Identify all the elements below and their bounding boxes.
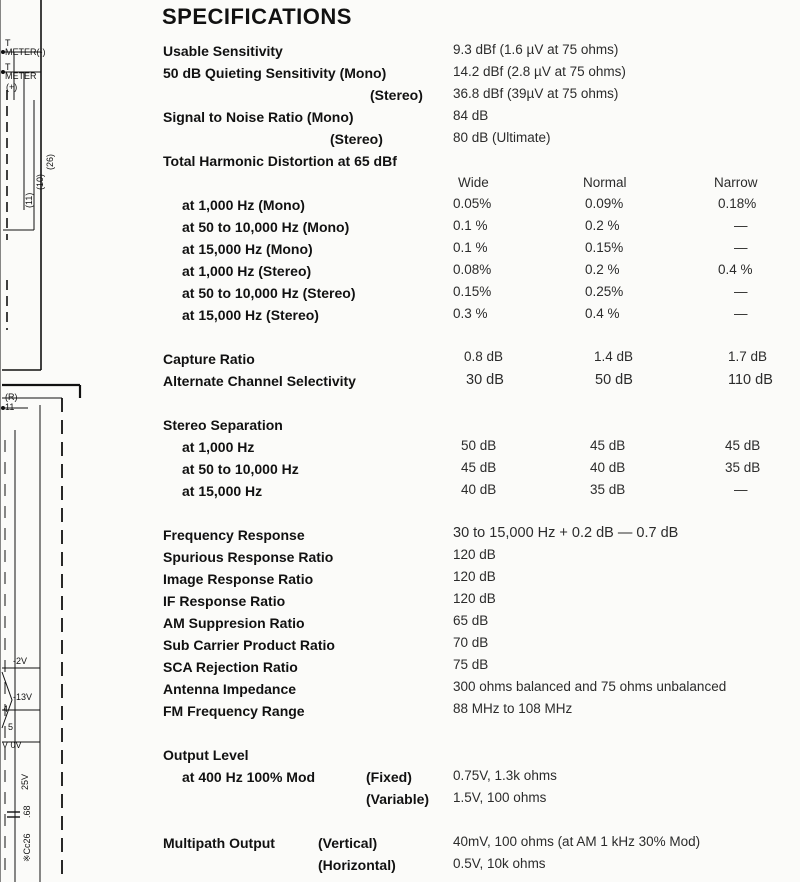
misc-label: SCA Rejection Ratio <box>163 659 298 675</box>
thd-row-wide: 0.05% <box>453 196 492 211</box>
snr-stereo-label: (Stereo) <box>330 131 383 147</box>
separation-row-narrow: 35 dB <box>725 460 761 475</box>
thd-row-narrow: — <box>734 240 748 255</box>
separation-row-wide: 40 dB <box>461 482 497 497</box>
separation-row-normal: 40 dB <box>590 460 626 475</box>
misc-label: Image Response Ratio <box>163 571 314 587</box>
thd-row-narrow: 0.18% <box>718 196 757 211</box>
schematic-plus: (+) <box>6 82 18 92</box>
schematic-t2: T <box>5 62 11 72</box>
multipath-horizontal-value: 0.5V, 10k ohms <box>453 856 546 871</box>
col-wide: Wide <box>458 175 489 190</box>
misc-label: FM Frequency Range <box>163 703 305 719</box>
snr-label: Signal to Noise Ratio (Mono) <box>163 109 354 125</box>
multipath-label: Multipath Output <box>163 835 275 851</box>
thd-row-label: at 50 to 10,000 Hz (Stereo) <box>182 285 356 301</box>
thd-row-wide: 0.1 % <box>453 240 488 255</box>
alt-channel-normal: 50 dB <box>595 372 633 388</box>
thd-row-narrow: — <box>734 306 748 321</box>
quieting-stereo-label: (Stereo) <box>370 87 423 103</box>
schematic-v25: 25V <box>20 773 30 790</box>
quieting-mono-value: 14.2 dBf (2.8 µV at 75 ohms) <box>453 64 626 79</box>
misc-value: 120 dB <box>453 547 496 562</box>
separation-row-normal: 35 dB <box>590 482 626 497</box>
thd-row-label: at 1,000 Hz (Mono) <box>182 197 305 213</box>
thd-row-wide: 0.3 % <box>453 306 488 321</box>
misc-label: AM Suppresion Ratio <box>163 615 305 631</box>
schematic-r11: 11 <box>5 402 15 412</box>
misc-value: 65 dB <box>453 613 489 628</box>
misc-label: Sub Carrier Product Ratio <box>163 637 335 653</box>
separation-label: Stereo Separation <box>163 417 283 433</box>
schematic-t1: T <box>5 38 11 48</box>
misc-label: Spurious Response Ratio <box>163 549 334 565</box>
col-narrow: Narrow <box>714 175 758 190</box>
schematic-n11: (11) <box>24 192 34 208</box>
snr-stereo-value: 80 dB (Ultimate) <box>453 130 551 145</box>
quieting-label: 50 dB Quieting Sensitivity (Mono) <box>163 65 387 81</box>
misc-label: Antenna Impedance <box>163 681 297 697</box>
page-title: SPECIFICATIONS <box>162 4 352 29</box>
output-level-sub-label: at 400 Hz 100% Mod <box>182 769 316 785</box>
snr-mono-value: 84 dB <box>453 108 489 123</box>
separation-row-wide: 50 dB <box>461 438 497 453</box>
schematic-r: (R) <box>5 392 18 402</box>
separation-row-label: at 1,000 Hz <box>182 439 255 455</box>
separation-row-wide: 45 dB <box>461 460 497 475</box>
capture-ratio-normal: 1.4 dB <box>594 349 634 364</box>
usable-sensitivity-value: 9.3 dBf (1.6 µV at 75 ohms) <box>453 42 619 57</box>
schematic-n26: (26) <box>45 153 55 170</box>
output-fixed-label: (Fixed) <box>366 769 412 785</box>
misc-value: 70 dB <box>453 635 489 650</box>
thd-row-label: at 15,000 Hz (Mono) <box>182 241 313 257</box>
schematic-cc26: ※Cc26 <box>22 833 32 862</box>
misc-value: 30 to 15,000 Hz + 0.2 dB — 0.7 dB <box>453 525 679 541</box>
schematic-n4: 4 <box>3 704 9 714</box>
schematic-n10: (10) <box>35 173 45 190</box>
separation-row-label: at 15,000 Hz <box>182 483 263 499</box>
multipath-vertical-value: 40mV, 100 ohms (at AM 1 kHz 30% Mod) <box>453 834 701 849</box>
thd-row-narrow: — <box>734 284 748 299</box>
thd-row-normal: 0.25% <box>585 284 624 299</box>
alt-channel-narrow: 110 dB <box>728 372 773 388</box>
misc-value: 300 ohms balanced and 75 ohms unbalanced <box>453 679 727 694</box>
capture-ratio-label: Capture Ratio <box>163 351 255 367</box>
usable-sensitivity-label: Usable Sensitivity <box>163 43 283 59</box>
alt-channel-label: Alternate Channel Selectivity <box>163 373 356 389</box>
thd-row-normal: 0.15% <box>585 240 624 255</box>
schematic-v-ov: V 0V <box>2 740 22 750</box>
thd-row-label: at 1,000 Hz (Stereo) <box>182 263 312 279</box>
thd-row-wide: 0.1 % <box>453 218 488 233</box>
thd-row-wide: 0.15% <box>453 284 492 299</box>
output-variable-value: 1.5V, 100 ohms <box>453 790 547 805</box>
schematic-c68: .68 <box>22 805 32 818</box>
thd-row-normal: 0.2 % <box>585 218 620 233</box>
separation-row-narrow: — <box>734 482 748 497</box>
thd-row-narrow: 0.4 % <box>718 262 753 277</box>
schematic-v13: -13V <box>13 692 33 702</box>
misc-value: 88 MHz to 108 MHz <box>453 701 573 716</box>
multipath-horizontal-label: (Horizontal) <box>318 857 396 873</box>
schematic-meter-minus: METER(-) <box>5 47 46 57</box>
thd-row-label: at 50 to 10,000 Hz (Mono) <box>182 219 350 235</box>
quieting-stereo-value: 36.8 dBf (39µV at 75 ohms) <box>453 86 619 101</box>
alt-channel-wide: 30 dB <box>466 372 504 388</box>
separation-row-normal: 45 dB <box>590 438 626 453</box>
thd-row-wide: 0.08% <box>453 262 492 277</box>
misc-value: 75 dB <box>453 657 489 672</box>
misc-value: 120 dB <box>453 591 496 606</box>
output-fixed-value: 0.75V, 1.3k ohms <box>453 768 557 783</box>
schematic-v2: -2V <box>13 656 28 666</box>
thd-row-label: at 15,000 Hz (Stereo) <box>182 307 319 323</box>
separation-row-label: at 50 to 10,000 Hz <box>182 461 299 477</box>
misc-label: IF Response Ratio <box>163 593 286 609</box>
capture-ratio-wide: 0.8 dB <box>464 349 504 364</box>
thd-row-normal: 0.4 % <box>585 306 620 321</box>
thd-row-normal: 0.09% <box>585 196 624 211</box>
schematic-n5: 5 <box>8 722 14 732</box>
schematic-meter-plus: METER <box>5 71 37 81</box>
thd-label: Total Harmonic Distortion at 65 dBf <box>163 153 397 169</box>
separation-row-narrow: 45 dB <box>725 438 761 453</box>
col-normal: Normal <box>583 175 627 190</box>
output-variable-label: (Variable) <box>366 791 430 807</box>
multipath-vertical-label: (Vertical) <box>318 835 378 851</box>
output-level-label: Output Level <box>163 747 249 763</box>
misc-label: Frequency Response <box>163 527 305 543</box>
thd-row-narrow: — <box>734 218 748 233</box>
thd-row-normal: 0.2 % <box>585 262 620 277</box>
misc-value: 120 dB <box>453 569 496 584</box>
capture-ratio-narrow: 1.7 dB <box>728 349 768 364</box>
